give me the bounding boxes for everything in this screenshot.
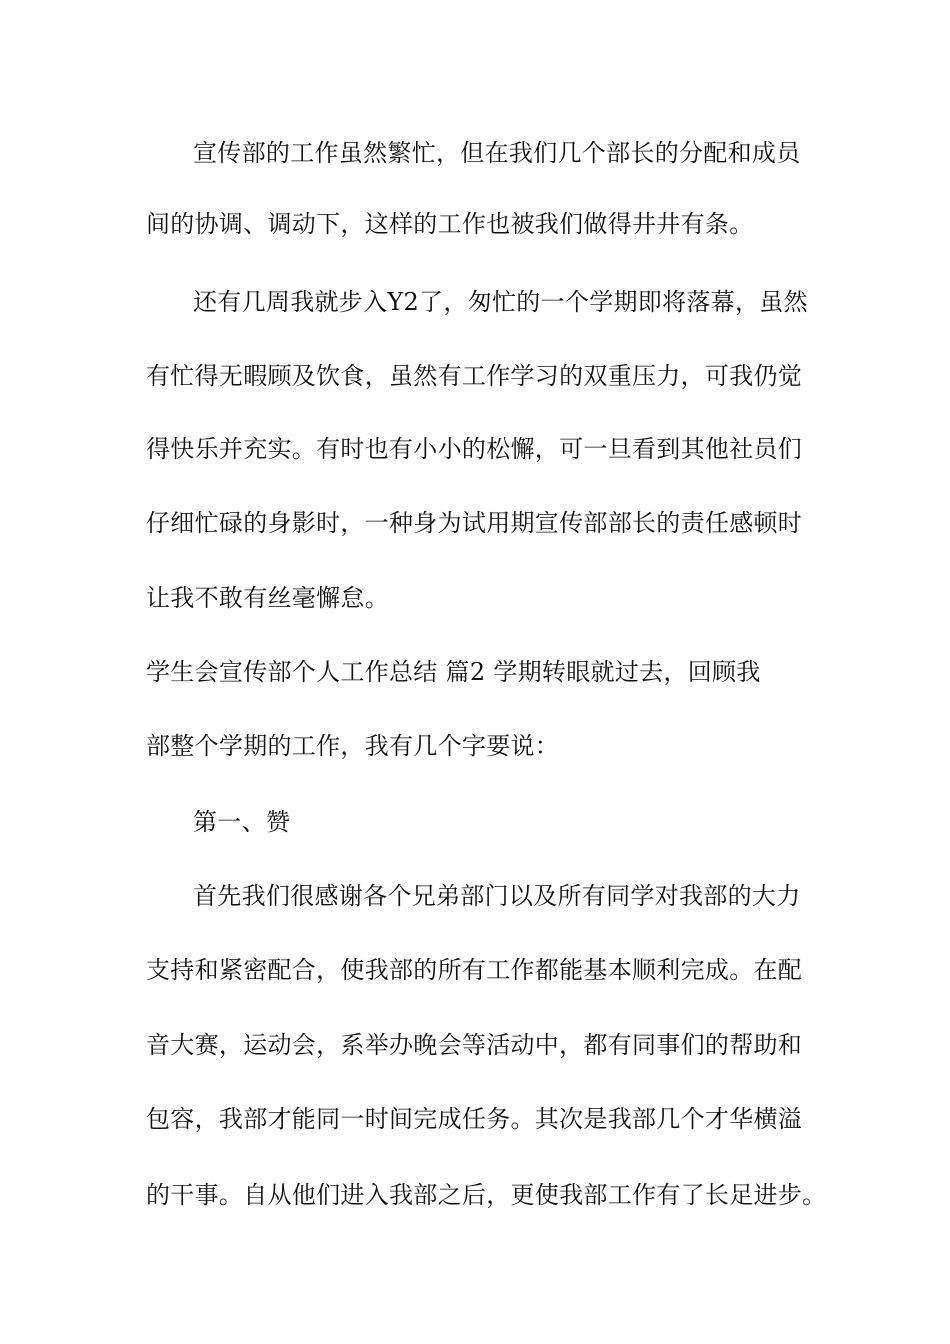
text-line: 音大赛，运动会，系举办晚会等活动中，都有同事们的帮助和 [146,1031,803,1059]
text-line: 有忙得无暇顾及饮食，虽然有工作学习的双重压力，可我仍觉 [146,362,803,390]
text-line: 得快乐并充实。有时也有小小的松懈，可一旦看到其他社员们 [146,435,803,463]
text-line: 部整个学期的工作，我有几个字要说： [146,732,560,760]
text-line: 仔细忙碌的身影时，一种身为试用期宣传部部长的责任感顿时 [146,509,803,537]
text-line: 还有几周我就步入Y2了，匆忙的一个学期即将落幕，虽然 [193,288,808,316]
text-line: 包容，我部才能同一时间完成任务。其次是我部几个才华横溢 [146,1105,803,1133]
section-heading-line: 学生会宣传部个人工作总结 篇2 学期转眼就过去，回顾我 [146,658,761,686]
text-line: 让我不敢有丝毫懈怠。 [146,584,389,612]
text-line: 的干事。自从他们进入我部之后，更使我部工作有了长足进步。 [146,1181,827,1209]
subheading: 第一、赞 [193,808,291,836]
text-line: 间的协调、调动下，这样的工作也被我们做得井井有条。 [146,210,754,238]
text-line: 支持和紧密配合，使我部的所有工作都能基本顺利完成。在配 [146,956,803,984]
text-line: 首先我们很感谢各个兄弟部门以及所有同学对我部的大力 [193,882,801,910]
text-line: 宣传部的工作虽然繁忙，但在我们几个部长的分配和成员 [193,139,801,167]
